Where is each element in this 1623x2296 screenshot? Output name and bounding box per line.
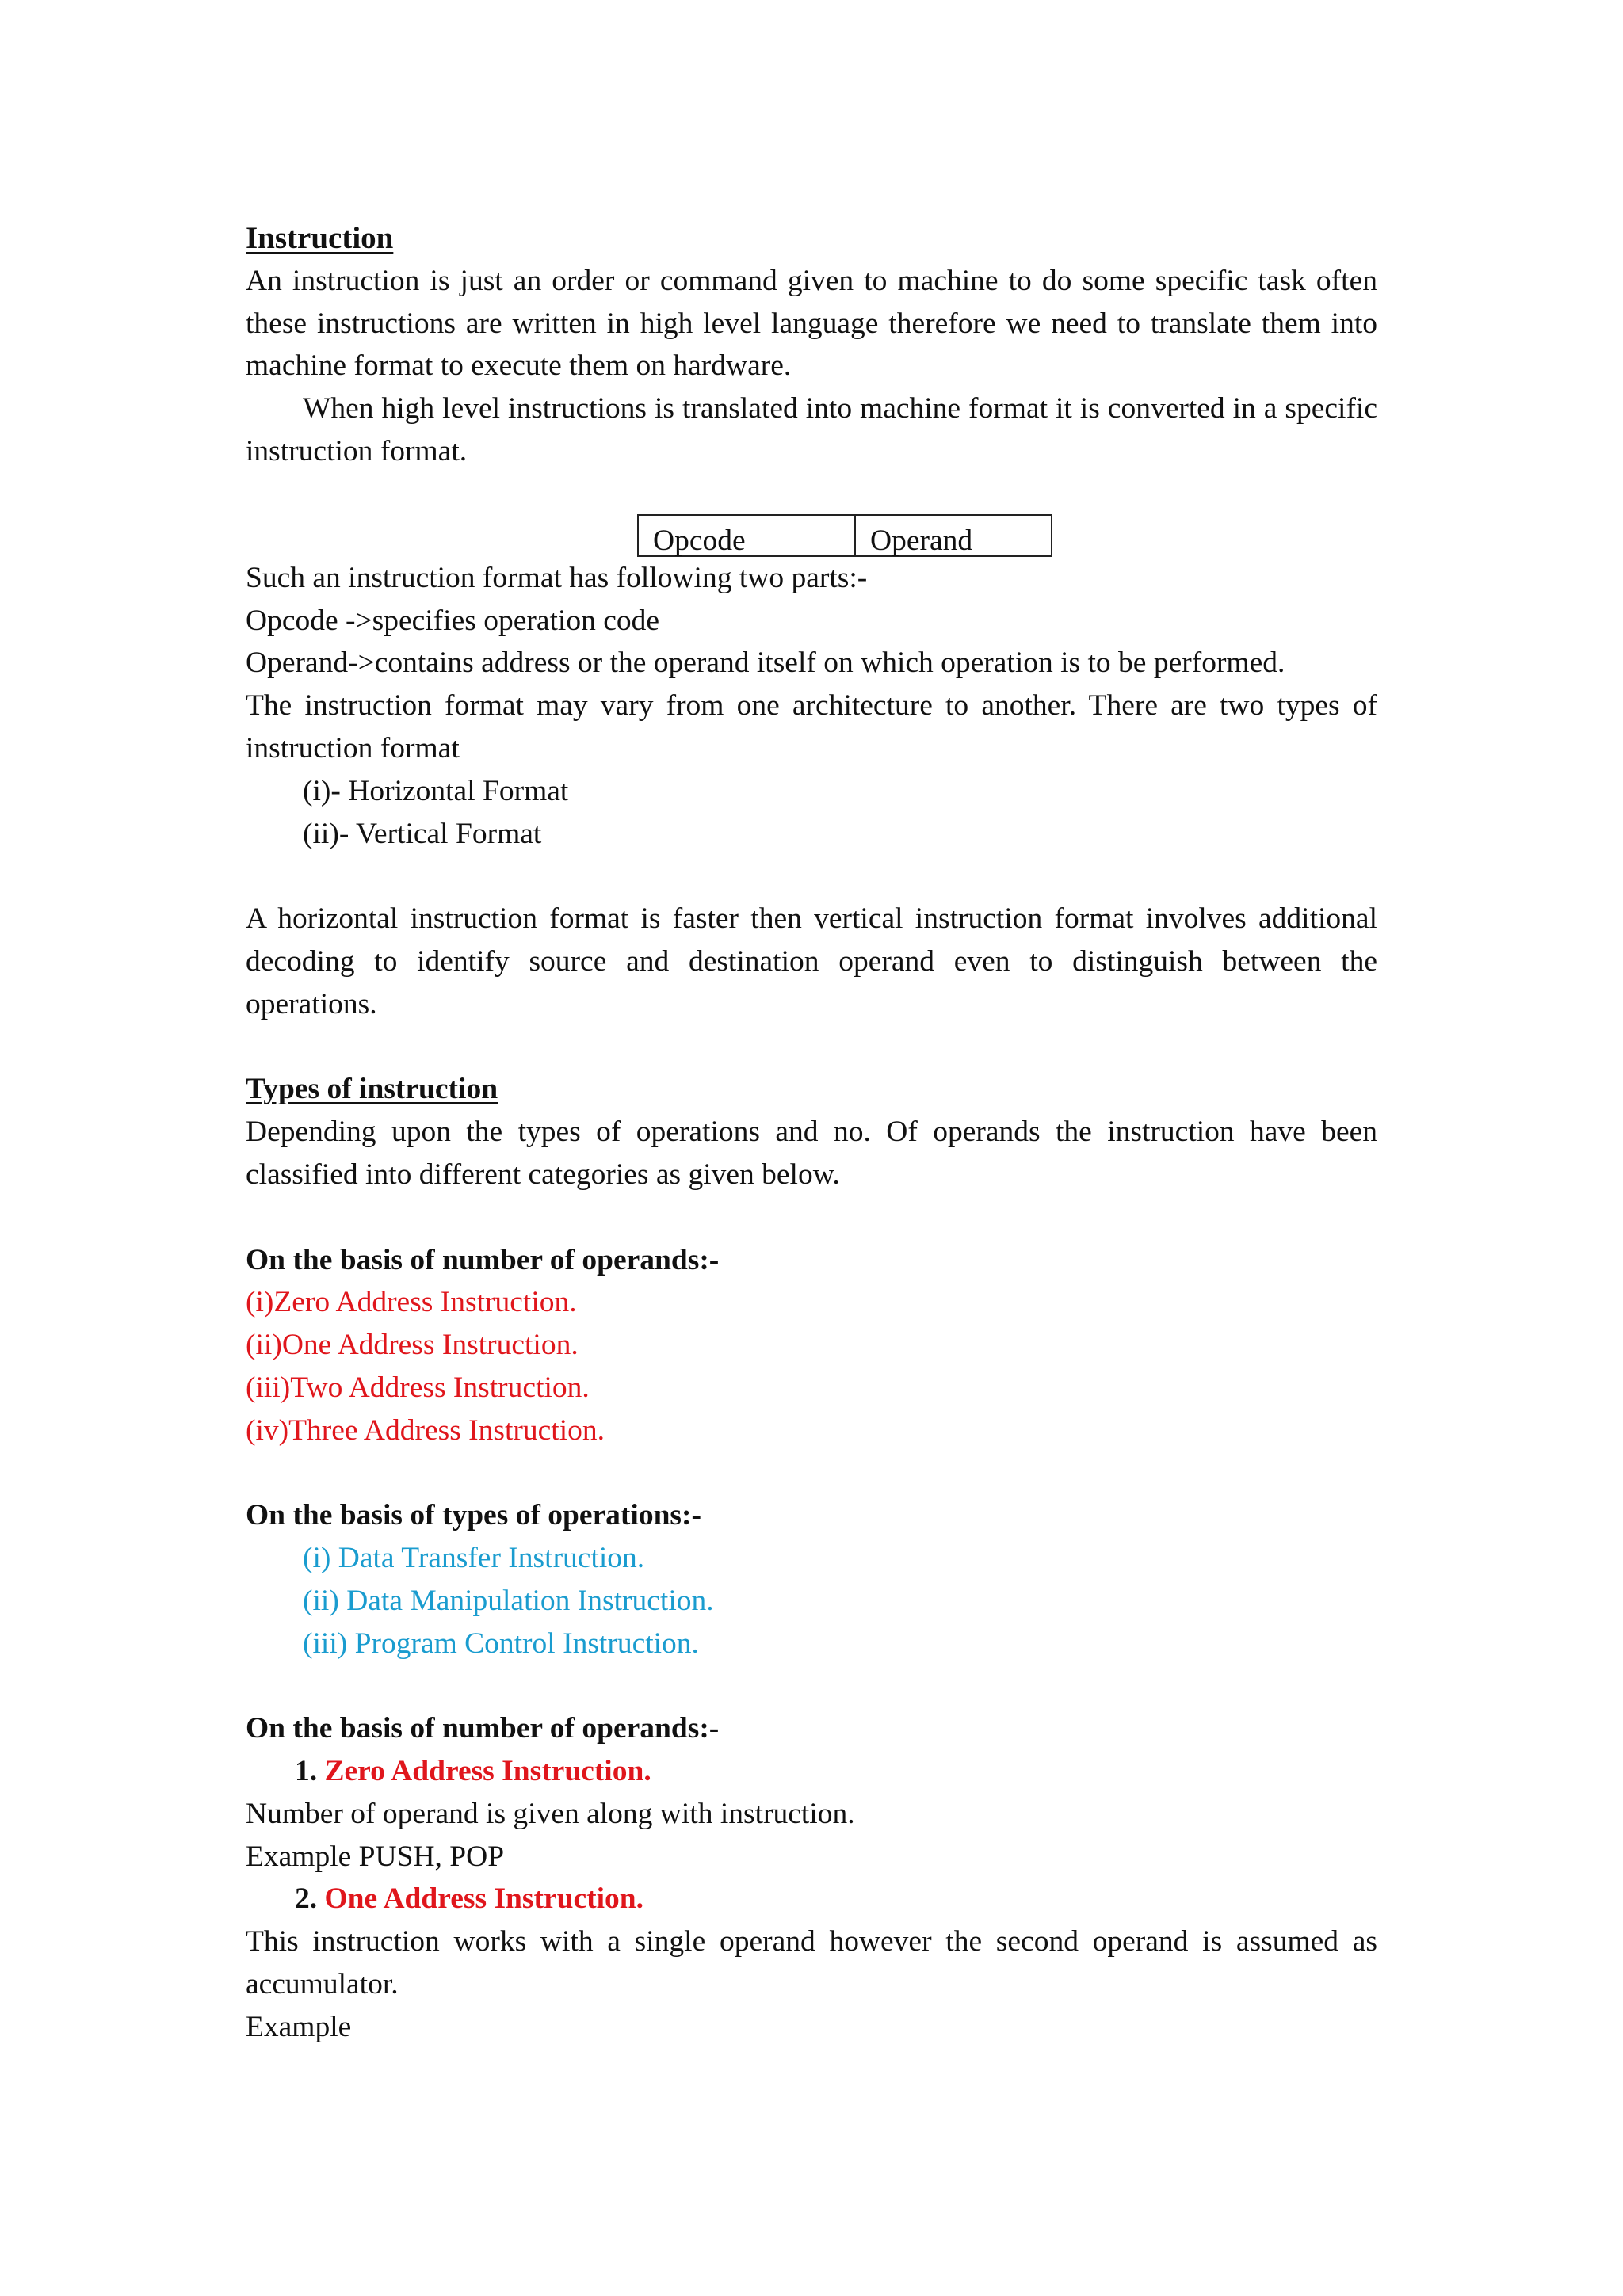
- operand-list-item: (ii)One Address Instruction.: [246, 1329, 579, 1362]
- detail-item-1-description: Number of operand is given along with instruction.: [246, 1797, 855, 1830]
- types-intro: Depending upon the types of operations and no. Of operands the instruction have been classified into different categories as given below.: [246, 1116, 1377, 1191]
- instruction-paragraph-2: When high level instructions is translated into machine format it is converted in a specific instruction format.: [246, 392, 1377, 467]
- detail-item-2-title-line: [246, 1878, 1377, 1920]
- operation-list-item: (iii) Program Control Instruction.: [303, 1627, 699, 1660]
- format-cell-operand: Operand: [870, 524, 973, 557]
- format-type-item: (i)- Horizontal Format: [303, 774, 569, 807]
- operand-list-item: (iii)Two Address Instruction.: [246, 1371, 590, 1404]
- instruction-paragraph-1: An instruction is just an order or command given to machine to do some specific task often these instructions are written in high level language therefore we need to translate them into machine format to execute them on hardware.: [246, 264, 1377, 383]
- spacer: [246, 855, 1377, 898]
- format-vary-paragraph: The instruction format may vary from one architecture to another. There are two types of instruction format: [246, 689, 1377, 765]
- operations-basis-heading: On the basis of types of operations:-: [246, 1499, 702, 1532]
- detail-item-1-title-line: [246, 1750, 1377, 1793]
- detail-item-2-example: Example: [246, 2010, 352, 2043]
- detail-heading: On the basis of number of operands:-: [246, 1712, 720, 1745]
- instruction-heading: Instruction: [246, 221, 394, 255]
- detail-item-1-example: Example PUSH, POP: [246, 1840, 505, 1873]
- horizontal-format-paragraph: A horizontal instruction format is faster then vertical instruction format involves additional decoding to identify source and destination operand even to distinguish between the operations.: [246, 902, 1377, 1020]
- format-type-item: (ii)- Vertical Format: [303, 817, 542, 850]
- operand-list-item: (i)Zero Address Instruction.: [246, 1286, 577, 1319]
- operation-list-item: (i) Data Transfer Instruction.: [303, 1542, 645, 1575]
- format-cell-opcode: Opcode: [639, 516, 856, 555]
- spacer: [246, 1196, 1377, 1239]
- operand-definition: Operand->contains address or the operand itself on which operation is to be performed.: [246, 646, 1285, 680]
- operation-list-item: (ii) Data Manipulation Instruction.: [303, 1584, 714, 1617]
- document-content: [246, 217, 1377, 2049]
- operand-list-item: (iv)Three Address Instruction.: [246, 1413, 605, 1447]
- parts-intro: Such an instruction format has following two parts:-: [246, 561, 868, 594]
- detail-item-2-title: One Address Instruction.: [324, 1882, 644, 1916]
- types-heading: Types of instruction: [246, 1073, 498, 1106]
- opcode-definition: Opcode ->specifies operation code: [246, 604, 659, 637]
- detail-item-2-number: 2.: [295, 1882, 318, 1916]
- spacer: [246, 1026, 1377, 1069]
- detail-item-1-title: Zero Address Instruction.: [324, 1755, 651, 1788]
- detail-item-1-number: 1.: [295, 1755, 318, 1788]
- spacer: [246, 1665, 1377, 1708]
- spacer: [246, 1452, 1377, 1495]
- operands-basis-heading: On the basis of number of operands:-: [246, 1243, 720, 1276]
- instruction-format-table: [637, 514, 1052, 557]
- detail-item-2-description: This instruction works with a single operand however the second operand is assumed as accumulator.: [246, 1925, 1377, 2001]
